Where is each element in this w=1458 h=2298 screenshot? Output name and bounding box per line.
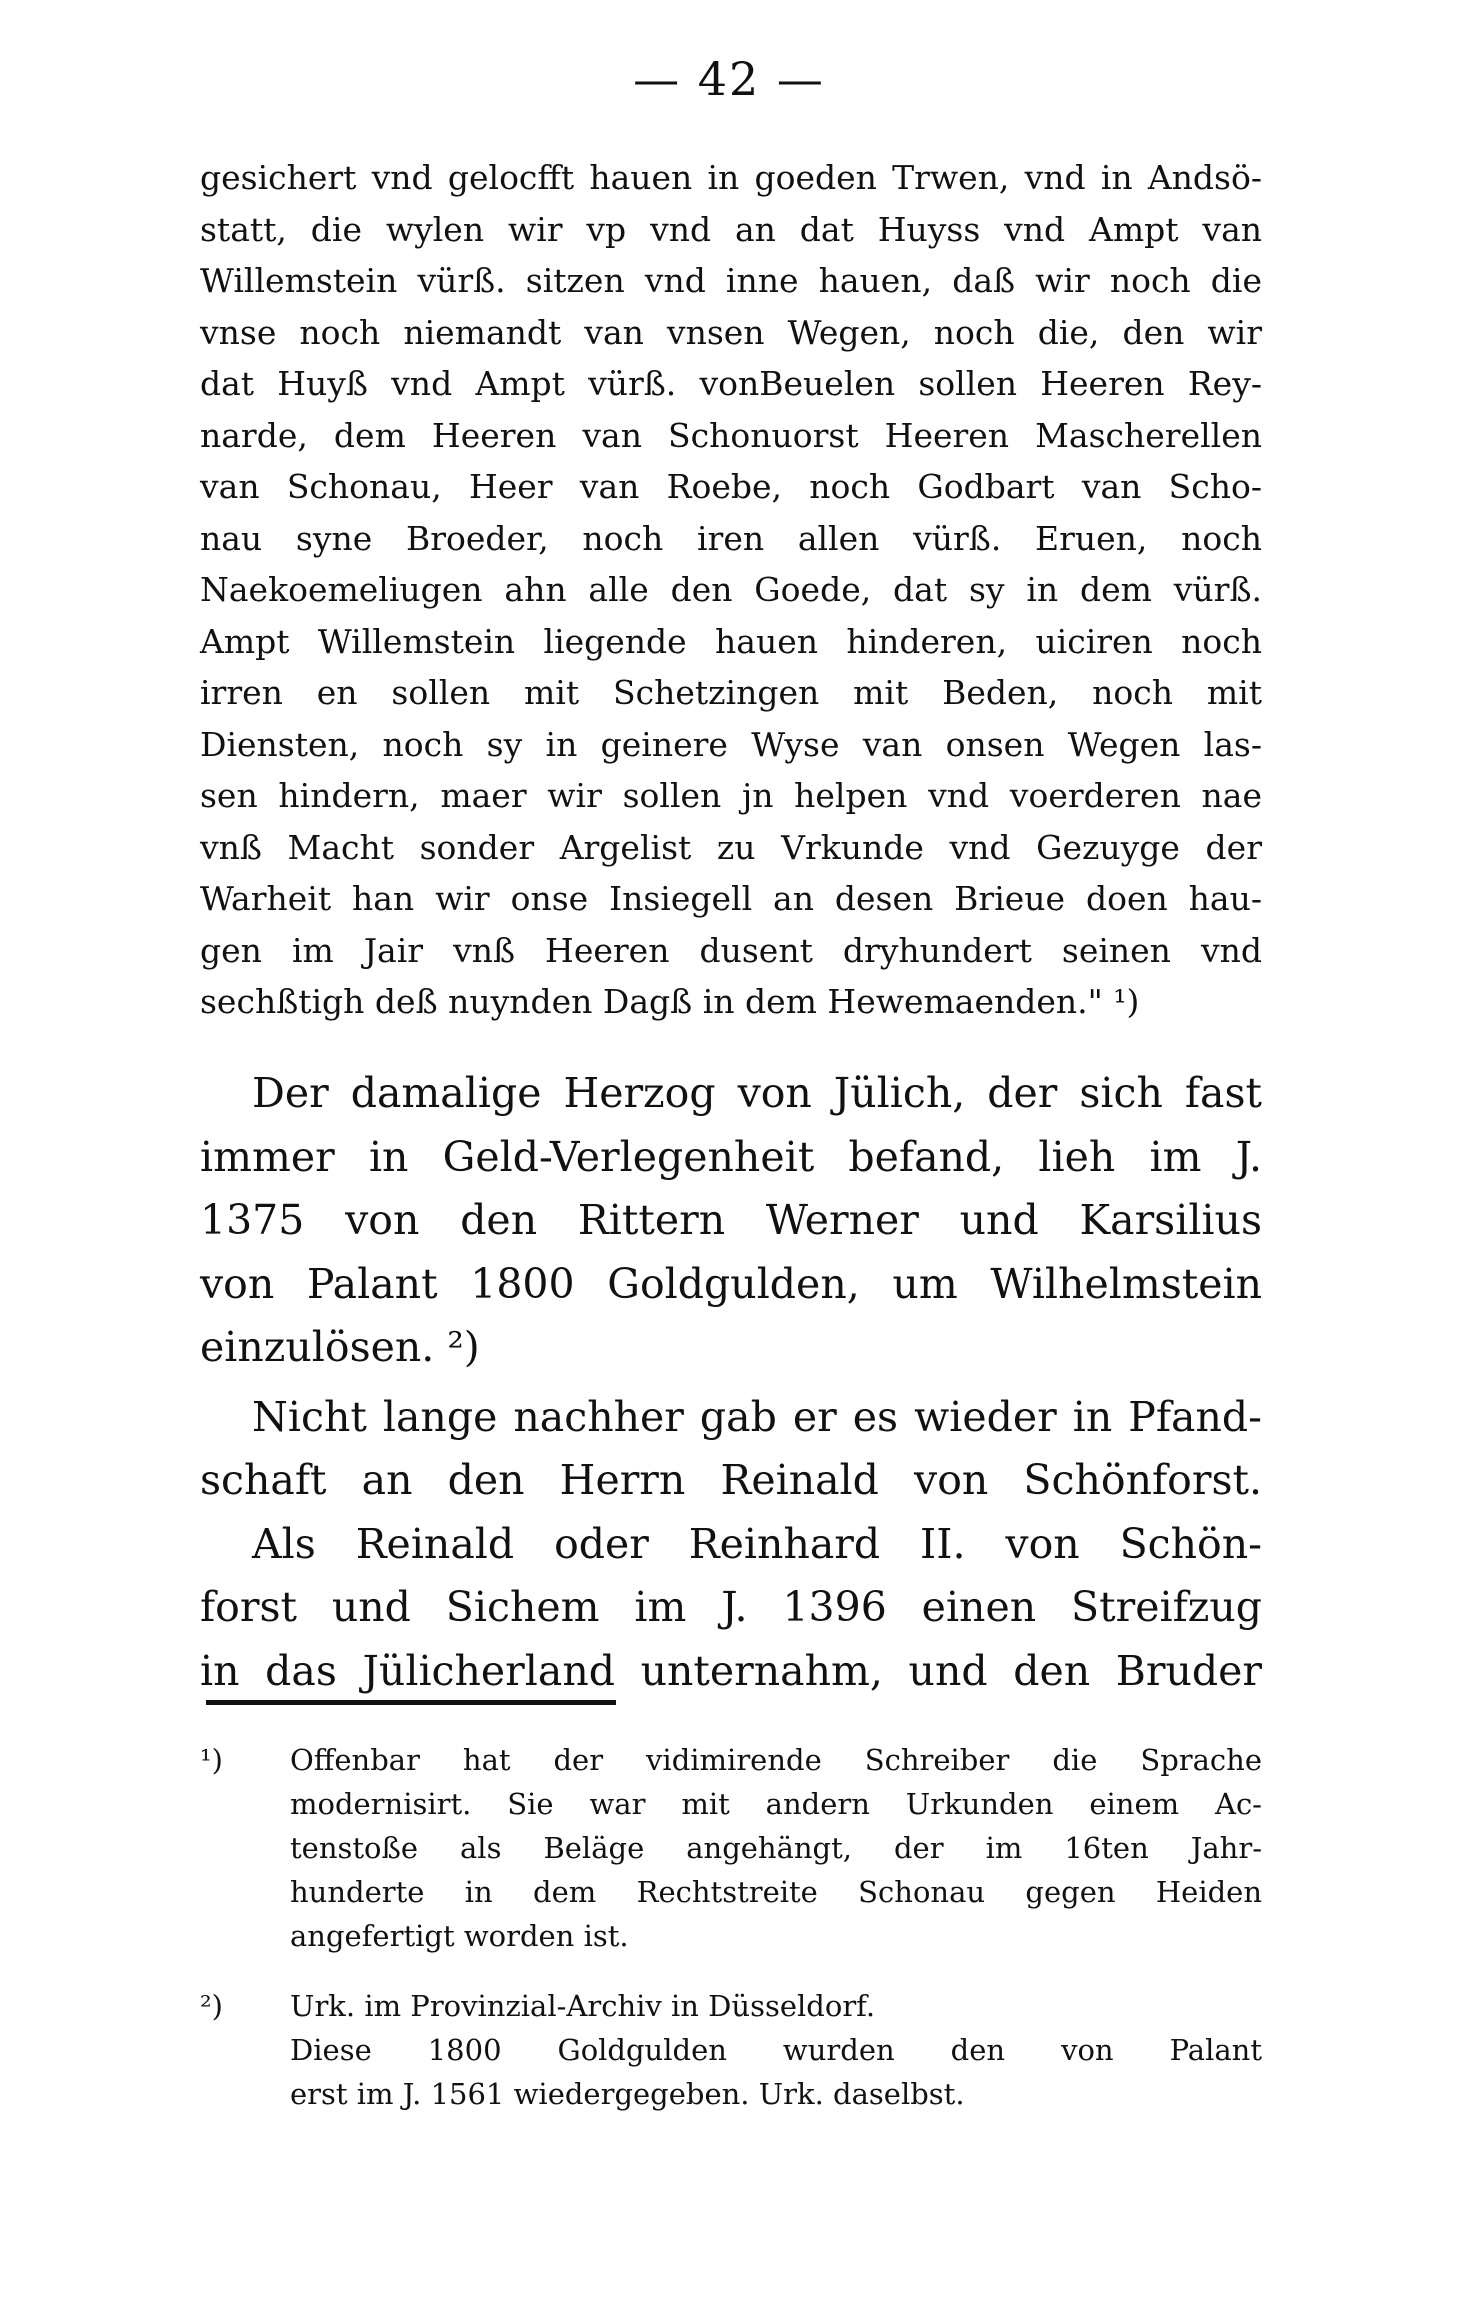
quote-line: Willemstein vürß. sitzen vnd inne hauen, daß wir noch die: [200, 261, 1262, 300]
quote-line: nau syne Broeder, noch iren allen vürß. Eruen, noch: [200, 518, 1262, 558]
quote-line: statt, die wylen wir vp vnd an dat Huyss vnd Ampt van: [200, 209, 1262, 249]
quote-line: vnse noch niemandt van vnsen Wegen, noch die, den wir: [200, 312, 1262, 352]
body-line: einzulösen. ²): [200, 1323, 480, 1371]
body-line: immer in Geld-Verlegenheit befand, lieh im J.: [200, 1132, 1262, 1181]
quote-line: van Schonau, Heer van Roebe, noch Godbart van Scho-: [200, 467, 1262, 506]
quote-line: irren en sollen mit Schetzingen mit Beden, noch mit: [200, 673, 1262, 712]
footnotes: [200, 1738, 1262, 2116]
body-line: forst und Sichem im J. 1396 einen Streifzug: [200, 1583, 1262, 1631]
page-number: — 42 —: [633, 52, 825, 106]
body-line: Als Reinald oder Reinhard II. von Schön-: [252, 1519, 1262, 1568]
body-line: Nicht lange nachher gab er es wieder in Pfand-: [252, 1392, 1262, 1441]
quote-line: sechßtigh deß nuynden Dagß in dem Hewemaenden." ¹): [200, 982, 1140, 1021]
footnote-marker: ²): [200, 1989, 223, 2023]
quote-line: dat Huyß vnd Ampt vürß. vonBeuelen sollen Heeren Rey-: [200, 364, 1262, 403]
quote-line: gen im Jair vnß Heeren dusent dryhundert seinen vnd: [200, 930, 1262, 970]
footnote-marker: ¹): [200, 1743, 223, 1777]
body-line: in das Jülicherland unternahm, und den Bruder: [200, 1646, 1262, 1695]
footnote-separator: [206, 1700, 616, 1705]
body-line: schaft an den Herrn Reinald von Schönforst.: [200, 1456, 1262, 1504]
footnote-line: Diese 1800 Goldgulden wurden den von Palant: [290, 2033, 1262, 2067]
body-line: 1375 von den Rittern Werner und Karsilius: [200, 1196, 1262, 1244]
footnote-text: Urk. im Provinzial-Archiv in Düsseldorf.: [290, 1989, 876, 2023]
body-line: von Palant 1800 Goldgulden, um Wilhelmstein: [200, 1259, 1262, 1308]
quote-line: narde, dem Heeren van Schonuorst Heeren Mascherellen: [200, 415, 1262, 455]
quote-line: gesichert vnd gelocfft hauen in goeden Trwen, vnd in Andsö-: [200, 158, 1262, 197]
quote-line: Diensten, noch sy in geinere Wyse van onsen Wegen las-: [200, 724, 1262, 764]
quote-line: Warheit han wir onse Insiegell an desen Brieue doen hau-: [200, 879, 1262, 918]
quote-line: vnß Macht sonder Argelist zu Vrkunde vnd Gezuyge der: [200, 827, 1262, 867]
footnote-line: modernisirt. Sie war mit andern Urkunden einem Ac-: [290, 1787, 1262, 1821]
footnote-line: hunderte in dem Rechtstreite Schonau gegen Heiden: [290, 1875, 1262, 1909]
footnote-line: tenstoße als Beläge angehängt, der im 16ten Jahr-: [290, 1831, 1262, 1865]
body-line: Der damalige Herzog von Jülich, der sich fast: [252, 1069, 1262, 1117]
footnote-line: [200, 1984, 1262, 2028]
footnote-text: Offenbar hat der vidimirende Schreiber die Sprache: [290, 1743, 1262, 1777]
quote-line: sen hindern, maer wir sollen jn helpen vnd voerderen nae: [200, 776, 1262, 815]
footnote-line: erst im J. 1561 wiedergegeben. Urk. daselbst.: [290, 2077, 965, 2111]
footnote-line: [200, 1738, 1262, 1782]
footnote-line: angefertigt worden ist.: [290, 1919, 629, 1953]
quote-line: Ampt Willemstein liegende hauen hinderen, uiciren noch: [200, 621, 1262, 661]
quote-line: Naekoemeliugen ahn alle den Goede, dat sy in dem vürß.: [200, 570, 1262, 609]
quoted-document-text: [200, 152, 1262, 1028]
body-text: [200, 1062, 1262, 1703]
